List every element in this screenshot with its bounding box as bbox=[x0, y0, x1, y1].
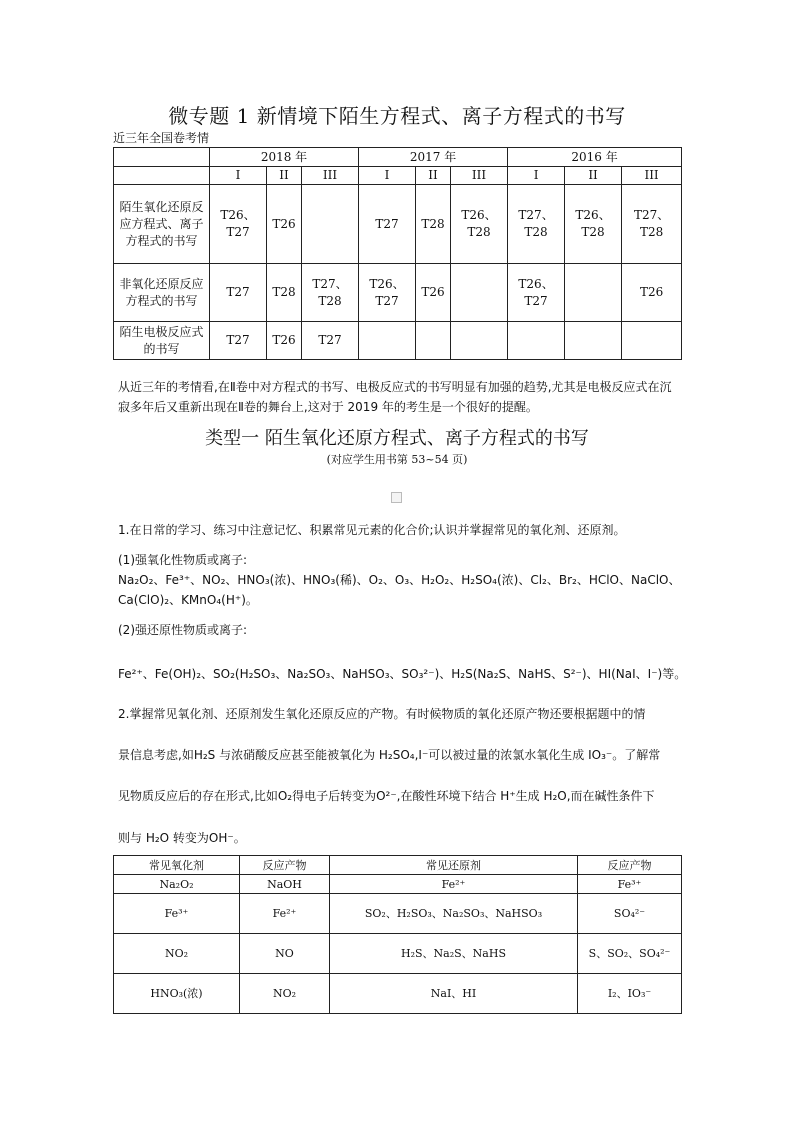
table-cell bbox=[451, 264, 508, 322]
table-cell bbox=[565, 322, 622, 360]
year-header: 2017 年 bbox=[359, 148, 508, 167]
table-cell: Fe²⁺ bbox=[240, 894, 330, 934]
year-header: 2018 年 bbox=[210, 148, 359, 167]
table-cell: HNO₃(浓) bbox=[114, 974, 240, 1014]
table-cell: S、SO₂、SO₄²⁻ bbox=[578, 934, 682, 974]
point-2: 见物质反应后的存在形式,比如O₂得电子后转变为O²⁻,在酸性环境下结合 H⁺生成 H₂O,而在碱性条件下 bbox=[118, 789, 655, 803]
table-cell bbox=[302, 185, 359, 264]
table-cell: SO₂、H₂SO₃、Na₂SO₃、NaHSO₃ bbox=[330, 894, 578, 934]
column-header: 反应产物 bbox=[578, 856, 682, 875]
paper-header: I bbox=[210, 167, 267, 185]
oxidizer-heading: (1)强氧化性物质或离子: bbox=[118, 553, 248, 567]
table-cell bbox=[416, 322, 451, 360]
paper-header: I bbox=[359, 167, 416, 185]
section-title: 类型一 陌生氧化还原方程式、离子方程式的书写 bbox=[205, 428, 589, 449]
table-cell: T27 bbox=[359, 185, 416, 264]
table-cell bbox=[565, 264, 622, 322]
table-cell: T26、T28 bbox=[565, 185, 622, 264]
point-1: 1.在日常的学习、练习中注意记忆、积累常见元素的化合价;认识并掌握常见的氧化剂、还原剂。 bbox=[118, 523, 626, 537]
table-cell: Fe³⁺ bbox=[114, 894, 240, 934]
table-cell bbox=[508, 322, 565, 360]
corner-cell bbox=[114, 148, 210, 167]
reducer-list: Fe²⁺、Fe(OH)₂、SO₂(H₂SO₃、Na₂SO₃、NaHSO₃、SO₃²⁻)、H₂S(Na₂S、NaHS、S²⁻)、HI(NaI、I⁻)等。 bbox=[118, 667, 687, 681]
table-cell bbox=[451, 322, 508, 360]
table-cell: T27、T28 bbox=[302, 264, 359, 322]
subtitle: 近三年全国卷考情 bbox=[113, 131, 210, 145]
table-cell: Na₂O₂ bbox=[114, 875, 240, 894]
table-cell: T26、T27 bbox=[359, 264, 416, 322]
table-cell: Fe²⁺ bbox=[330, 875, 578, 894]
table-cell: NO₂ bbox=[240, 974, 330, 1014]
row-label: 陌生氧化还原反应方程式、离子方程式的书写 bbox=[114, 185, 210, 264]
paper-header: II bbox=[416, 167, 451, 185]
image-placeholder-icon bbox=[391, 492, 402, 503]
reducer-heading: (2)强还原性物质或离子: bbox=[118, 623, 248, 637]
section-note: (对应学生用书第 53~54 页) bbox=[326, 453, 468, 466]
paper-header: II bbox=[267, 167, 302, 185]
table-cell: H₂S、Na₂S、NaHS bbox=[330, 934, 578, 974]
column-header: 常见还原剂 bbox=[330, 856, 578, 875]
table-cell: T26、T27 bbox=[210, 185, 267, 264]
oxidizer-list: Ca(ClO)₂、KMnO₄(H⁺)。 bbox=[118, 593, 258, 607]
paper-header: III bbox=[622, 167, 682, 185]
row-label: 陌生电极反应式的书写 bbox=[114, 322, 210, 360]
table-cell: NaOH bbox=[240, 875, 330, 894]
table-cell: T28 bbox=[267, 264, 302, 322]
blank-cell bbox=[114, 167, 210, 185]
table-cell: T27、T28 bbox=[508, 185, 565, 264]
table-cell: Fe³⁺ bbox=[578, 875, 682, 894]
table-cell: NaI、HI bbox=[330, 974, 578, 1014]
reaction-table bbox=[113, 855, 682, 1014]
column-header: 反应产物 bbox=[240, 856, 330, 875]
table-cell: T27 bbox=[302, 322, 359, 360]
row-label: 非氧化还原反应方程式的书写 bbox=[114, 264, 210, 322]
table-cell: T26 bbox=[416, 264, 451, 322]
year-header: 2016 年 bbox=[508, 148, 682, 167]
table-cell: T26、T28 bbox=[451, 185, 508, 264]
page-title: 微专题 1 新情境下陌生方程式、离子方程式的书写 bbox=[168, 104, 626, 128]
table-cell: T27 bbox=[210, 322, 267, 360]
table-cell: NO bbox=[240, 934, 330, 974]
paper-header: III bbox=[302, 167, 359, 185]
column-header: 常见氧化剂 bbox=[114, 856, 240, 875]
table-cell: T26 bbox=[622, 264, 682, 322]
exam-stats-table bbox=[113, 147, 682, 360]
table-cell: NO₂ bbox=[114, 934, 240, 974]
point-2: 则与 H₂O 转变为OH⁻。 bbox=[118, 831, 246, 845]
table-cell: T28 bbox=[416, 185, 451, 264]
point-2: 景信息考虑,如H₂S 与浓硝酸反应甚至能被氧化为 H₂SO₄,I⁻可以被过量的浓氯水氧化生成 IO₃⁻。了解常 bbox=[118, 748, 661, 762]
table-cell: I₂、IO₃⁻ bbox=[578, 974, 682, 1014]
intro-paragraph: 从近三年的考情看,在Ⅱ卷中对方程式的书写、电极反应式的书写明显有加强的趋势,尤其是电极反应式在沉寂多年后又重新出现在Ⅱ卷的舞台上,这对于 2019 年的考生是一个很好的提醒。 bbox=[118, 380, 672, 414]
oxidizer-list: Na₂O₂、Fe³⁺、NO₂、HNO₃(浓)、HNO₃(稀)、O₂、O₃、H₂O₂、H₂SO₄(浓)、Cl₂、Br₂、HClO、NaClO、 bbox=[118, 573, 681, 587]
point-2: 2.掌握常见氧化剂、还原剂发生氧化还原反应的产物。有时候物质的氧化还原产物还要根据题中的情 bbox=[118, 707, 646, 721]
table-cell: T27、T28 bbox=[622, 185, 682, 264]
table-cell bbox=[622, 322, 682, 360]
table-cell: T26 bbox=[267, 322, 302, 360]
table-cell bbox=[359, 322, 416, 360]
table-cell: SO₄²⁻ bbox=[578, 894, 682, 934]
paper-header: II bbox=[565, 167, 622, 185]
table-cell: T27 bbox=[210, 264, 267, 322]
paper-header: III bbox=[451, 167, 508, 185]
paper-header: I bbox=[508, 167, 565, 185]
table-cell: T26、T27 bbox=[508, 264, 565, 322]
table-cell: T26 bbox=[267, 185, 302, 264]
